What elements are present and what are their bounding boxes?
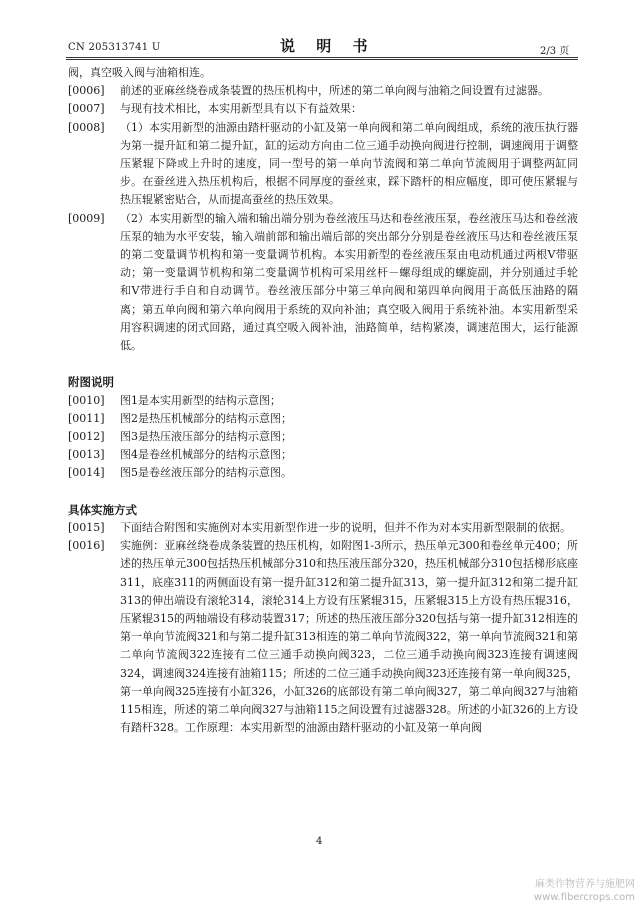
paragraph — [68, 119, 578, 210]
section-heading: 附图说明 — [68, 375, 114, 390]
paragraph-text: （2）本实用新型的输入端和输出端分别为卷丝液压马达和卷丝液压泵，卷丝液压马达和卷丝液压泵的轴为水平安装，输入端前部和输出端后部的突出部分分别是卷丝液压马达和卷丝液压泵的第二变量调节机构和第一变量调节机构。本实用新型的卷丝液压泵由电动机通过两根V带驱动；第一变量调节机构和第二变量调节机构可采用丝杆－螺母组成的螺旋副，并分别通过手轮和V带进行手自和自动调节。卷丝液压部分中第三单向阀和第四单向阀用于高低压油路的隔离；第五单向阀和第六单向阀用于系统的双向补油；真空吸入阀用于系统补油。本实用新型采用容积调速的闭式回路，通过真空吸入阀补油，油路简单，结构紧凑，调速范围大，运行能源低。 — [120, 211, 578, 353]
paragraph — [68, 410, 578, 428]
paragraph-number: [0013] — [68, 448, 105, 462]
paragraph-text: 阀，真空吸入阀与油箱相连。 — [68, 66, 211, 79]
paragraph-text: 图3是热压液压部分的结构示意图； — [120, 430, 292, 444]
paragraph — [68, 64, 578, 82]
paragraph-text: （1）本实用新型的油源由踏杆驱动的小缸及第一单向阀和第二单向阀组成，系统的液压执行器为第一提升缸和第二提升缸，缸的运动方向由二位三通手动换向阀进行控制，调速阀用于调整压紧辊下降或上升时的速度，同一型号的第一单向节流阀和第二单向节流阀用于调整两缸同步。在蚕丝进入热压机构后，根据不同厚度的蚕丝束，踩下踏杆的相应幅度，即可使压紧辊与热压辊紧密贴合，从而提高蚕丝的热压效果。 — [120, 120, 578, 207]
paragraph-number: [0006] — [68, 84, 105, 98]
section-gap — [68, 355, 578, 373]
watermark-url: www.fibercrops.com — [533, 892, 635, 903]
header-rule-bottom — [66, 59, 578, 60]
paragraph — [68, 100, 578, 118]
paragraph-text: 与现有技术相比，本实用新型具有以下有益效果： — [120, 102, 362, 116]
paragraph-number: [0010] — [68, 393, 105, 407]
section-gap — [68, 483, 578, 501]
paragraph-number: [0011] — [68, 411, 105, 425]
paragraph — [68, 392, 578, 410]
page-number: 4 — [316, 836, 323, 847]
watermark-site-name: 麻类作物营养与施肥网 — [535, 879, 635, 890]
page-indicator: 2/3 页 — [540, 46, 570, 57]
page-title: 说 明 书 — [280, 37, 376, 55]
paragraph — [68, 446, 578, 464]
header-rule-top — [66, 57, 578, 58]
paragraph-number: [0012] — [68, 430, 105, 444]
paragraph-number: [0008] — [68, 120, 105, 134]
watermark — [534, 878, 635, 904]
paragraph-text: 图2是热压机械部分的结构示意图； — [120, 411, 292, 425]
paragraph-number: [0009] — [68, 211, 105, 225]
paragraph-text: 图1是本实用新型的结构示意图； — [120, 393, 281, 407]
paragraph-text: 图5是卷丝液压部分的结构示意图。 — [120, 466, 292, 480]
paragraph-number: [0015] — [68, 521, 105, 535]
paragraph — [68, 210, 578, 356]
paragraph — [68, 464, 578, 482]
paragraph — [68, 537, 578, 737]
paragraph — [68, 82, 578, 100]
paragraph-number: [0007] — [68, 102, 105, 116]
patent-number: CN 205313741 U — [68, 42, 161, 53]
paragraph-text: 下面结合附图和实施例对本实用新型作进一步的说明，但并不作为对本实用新型限制的依据。 — [120, 521, 571, 535]
paragraph — [68, 519, 578, 537]
paragraph-text: 前述的亚麻丝绕卷成条装置的热压机构中，所述的第二单向阀与油箱之间设置有过滤器。 — [120, 84, 549, 98]
paragraph-text: 实施例：亚麻丝绕卷成条装置的热压机构，如附图1-3所示，热压单元300和卷丝单元400；所述的热压单元300包括热压机械部分310和热压液压部分320，热压机械部分310包括梯形底座311，底座311的两侧面设有第一提升缸312和第二提升缸313，第一提升缸312和第二提升缸313的伸出端设有滚轮314，滚轮314上方设有压紧辊315，压紧辊315上方设有热压辊316，压紧辊315的两轴端设有移动装置317；所述的热压液压部分320包括与第一提升缸312相连的第一单向节流阀321和与第二提升缸313相连的第二单向节流阀322，第一单向节流阀321和第二单向节流阀322连接有二位三通手动换向阀323，二位三通手动换向阀323连接有调速阀324，调速阀324连接有油箱115；所述的二位三通手动换向阀323还连接有第一单向阀325，第一单向阀325连接有小缸326，小缸326的底部设有第二单向阀327，第二单向阀327与油箱115相连，所述的第二单向阀327与油箱115之间设置有过滤器328。所述的小缸326的上方设有踏杆328。工作原理：本实用新型的油源由踏杆驱动的小缸及第一单向阀 — [120, 539, 578, 735]
section-heading: 具体实施方式 — [68, 502, 137, 517]
paragraph-number: [0016] — [68, 539, 105, 553]
document-body — [68, 64, 578, 737]
paragraph-text: 图4是卷丝机械部分的结构示意图； — [120, 448, 292, 462]
paragraph — [68, 428, 578, 446]
paragraph-number: [0014] — [68, 466, 105, 480]
